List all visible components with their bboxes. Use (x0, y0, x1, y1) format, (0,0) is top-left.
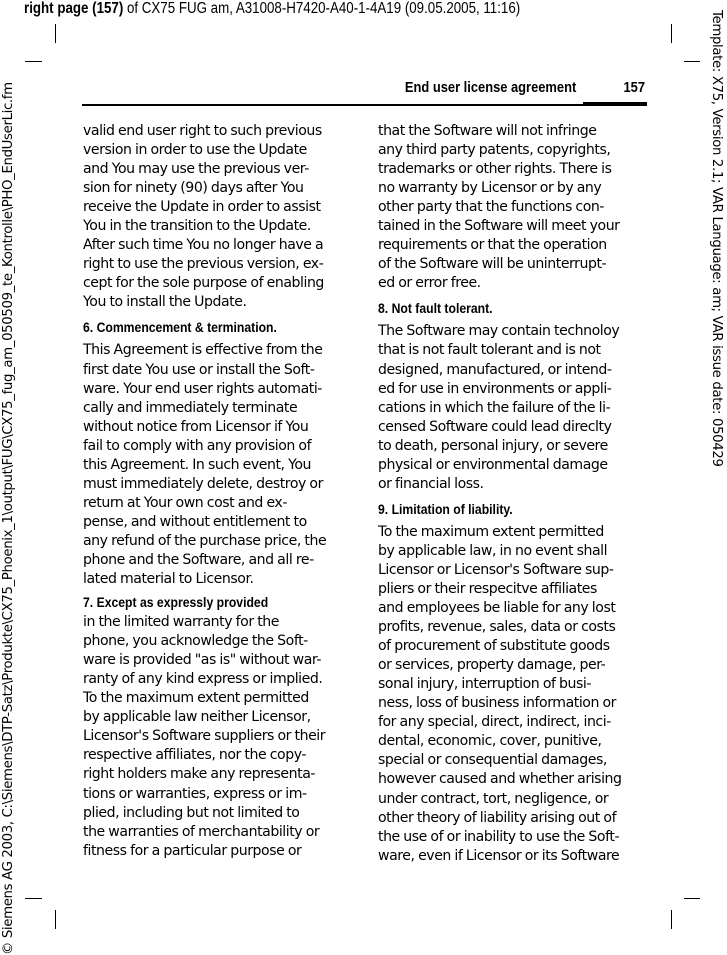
text-line: plied, including but not limited to (83, 804, 300, 821)
paragraph-warranty-disclaimer (83, 613, 355, 861)
text-line: phone and the Software, and all re- (83, 551, 314, 568)
text-line: profits, revenue, sales, data or costs (378, 619, 616, 636)
text-line: the use of or inability to use the Soft- (378, 828, 620, 845)
crop-mark-bottom-left-vertical (55, 910, 56, 929)
text-line: first date You use or install the Soft- (83, 361, 315, 378)
text-line: in the limited warranty for the (83, 614, 279, 631)
text-line: ranty of any kind express or implied. (83, 671, 323, 688)
header-rule (82, 104, 647, 106)
text-line: You in the transition to the Update. (83, 218, 311, 235)
print-job-info (24, 0, 520, 18)
section-heading-8: 8. Not fault tolerant. (378, 301, 493, 318)
text-line: version in order to use the Update (83, 142, 307, 159)
text-line: must immediately delete, destroy or (83, 475, 323, 492)
text-line: trademarks or other rights. There is (378, 161, 612, 178)
text-line: tained in the Software will meet your (378, 218, 620, 235)
section-heading-9: 9. Limitation of liability. (378, 501, 513, 518)
text-line: to death, personal injury, or severe (378, 437, 608, 454)
crop-mark-top-right-horizontal (684, 61, 700, 62)
right-column (378, 122, 650, 866)
crop-mark-bottom-left-horizontal (25, 898, 42, 899)
text-line: valid end user right to such previous (83, 123, 322, 139)
text-line: and You may use the previous ver- (83, 161, 309, 178)
paragraph-update-continuation (83, 122, 355, 312)
text-line: After such time You no longer have a (83, 237, 324, 254)
text-line: under contract, tort, negligence, or (378, 790, 609, 807)
section-heading-7: 7. Except as expressly provided (83, 595, 269, 612)
paragraph-noninfringement (378, 122, 650, 293)
paragraph-not-fault-tolerant (378, 322, 650, 493)
text-line: ed or error free. (378, 275, 481, 292)
text-line: right to use the previous version, ex- (83, 256, 324, 273)
print-document-info: of CX75 FUG am, A31008-H7420-A40-1-4A19 (09.05.2005, 11:16) (123, 0, 521, 17)
text-line: fail to comply with any provision of (83, 437, 312, 454)
text-line: ware. Your end user rights automati- (83, 380, 322, 397)
text-line: tions or warranties, express or im- (83, 785, 307, 802)
text-line: that is not fault tolerant and is not (378, 342, 601, 359)
paragraph-commencement-termination (83, 341, 355, 589)
header-rule-accent (583, 102, 647, 105)
text-line: of the Software will be uninterrupt- (378, 256, 607, 273)
text-line: that the Software will not infringe (378, 123, 597, 139)
crop-mark-bottom-right-horizontal (684, 898, 700, 899)
text-line: other party that the functions con- (378, 199, 604, 216)
text-line: sonal injury, interruption of busi- (378, 676, 592, 693)
crop-mark-bottom-right-vertical (671, 910, 672, 929)
text-line: this Agreement. In such event, You (83, 456, 312, 473)
text-line: cations in which the failure of the li- (378, 399, 611, 416)
text-line: sion for ninety (90) days after You (83, 180, 304, 197)
section-title: End user license agreement (404, 79, 576, 96)
text-line: for any special, direct, indirect, inci- (378, 714, 611, 731)
text-line: by applicable law, in no event shall (378, 542, 608, 559)
text-line: ware, even if Licensor or its Software (378, 847, 620, 864)
text-line: fitness for a particular purpose or (83, 842, 302, 859)
text-line: To the maximum extent permitted (83, 690, 309, 707)
text-line: designed, manufactured, or intend- (378, 361, 612, 378)
paragraph-limitation-of-liability (378, 523, 650, 866)
text-line: of procurement of substitute goods (378, 638, 610, 655)
text-line: dental, economic, cover, punitive, (378, 733, 602, 750)
text-line: receive the Update in order to assist (83, 199, 321, 216)
page-number: 157 (623, 79, 645, 96)
text-line: pliers or their respecitve affiliates (378, 580, 597, 597)
text-line: lated material to Licensor. (83, 571, 254, 588)
file-path-copyright: © Siemens AG 2003, C:\Siemens\DTP-Satz\Produkte\CX75_Phoenix_1\output\FUG\CX75_fug_am_050509_te_Kontrolle\PHO_EndUserLic.fm (1, 82, 16, 955)
text-line: any refund of the purchase price, the (83, 532, 327, 549)
text-line: however caused and whether arising (378, 771, 622, 788)
text-line: requirements or that the operation (378, 237, 607, 254)
text-line: and employees be liable for any lost (378, 600, 616, 617)
text-line: This Agreement is effective from the (83, 342, 323, 359)
text-line: cept for the sole purpose of enabling (83, 275, 324, 292)
text-line: or services, property damage, per- (378, 657, 606, 674)
running-head (82, 79, 647, 105)
crop-mark-top-left-vertical (55, 24, 56, 43)
text-line: censed Software could lead direclty (378, 418, 612, 435)
text-line: other theory of liability arising out of (378, 809, 617, 826)
template-info: Template: X75, Version 2.1; VAR Language: am; VAR issue date: 050429 (709, 10, 724, 467)
crop-mark-top-right-vertical (671, 24, 672, 43)
text-line: the warranties of merchantability or (83, 823, 320, 840)
text-line: The Software may contain technoloy (378, 323, 620, 340)
text-line: You to install the Update. (83, 294, 247, 311)
text-line: by applicable law neither Licensor, (83, 709, 311, 726)
text-line: respective affiliates, nor the copy- (83, 747, 306, 764)
crop-mark-top-left-horizontal (25, 61, 42, 62)
text-line: right holders make any representa- (83, 766, 316, 783)
text-line: return at Your own cost and ex- (83, 494, 287, 511)
text-line: ware is provided "as is" without war- (83, 652, 322, 669)
text-line: any third party patents, copyrights, (378, 142, 611, 159)
text-line: no warranty by Licensor or by any (378, 180, 602, 197)
text-line: Licensor's Software suppliers or their (83, 728, 326, 745)
text-line: without notice from Licensor if You (83, 418, 309, 435)
left-column (83, 122, 355, 861)
text-line: ed for use in environments or appli- (378, 380, 612, 397)
print-page-label: right page (157) (24, 0, 124, 17)
text-line: To the maximum extent permitted (378, 523, 604, 540)
text-line: cally and immediately terminate (83, 399, 298, 416)
text-line: physical or environmental damage (378, 456, 608, 473)
text-line: Licensor or Licensor's Software sup- (378, 561, 614, 578)
text-line: special or consequential damages, (378, 752, 607, 769)
text-line: phone, you acknowledge the Soft- (83, 633, 308, 650)
text-line: pense, and without entitlement to (83, 513, 307, 530)
text-line: or financial loss. (378, 475, 484, 492)
text-line: ness, loss of business information or (378, 695, 617, 712)
section-heading-6: 6. Commencement & termination. (83, 320, 277, 337)
